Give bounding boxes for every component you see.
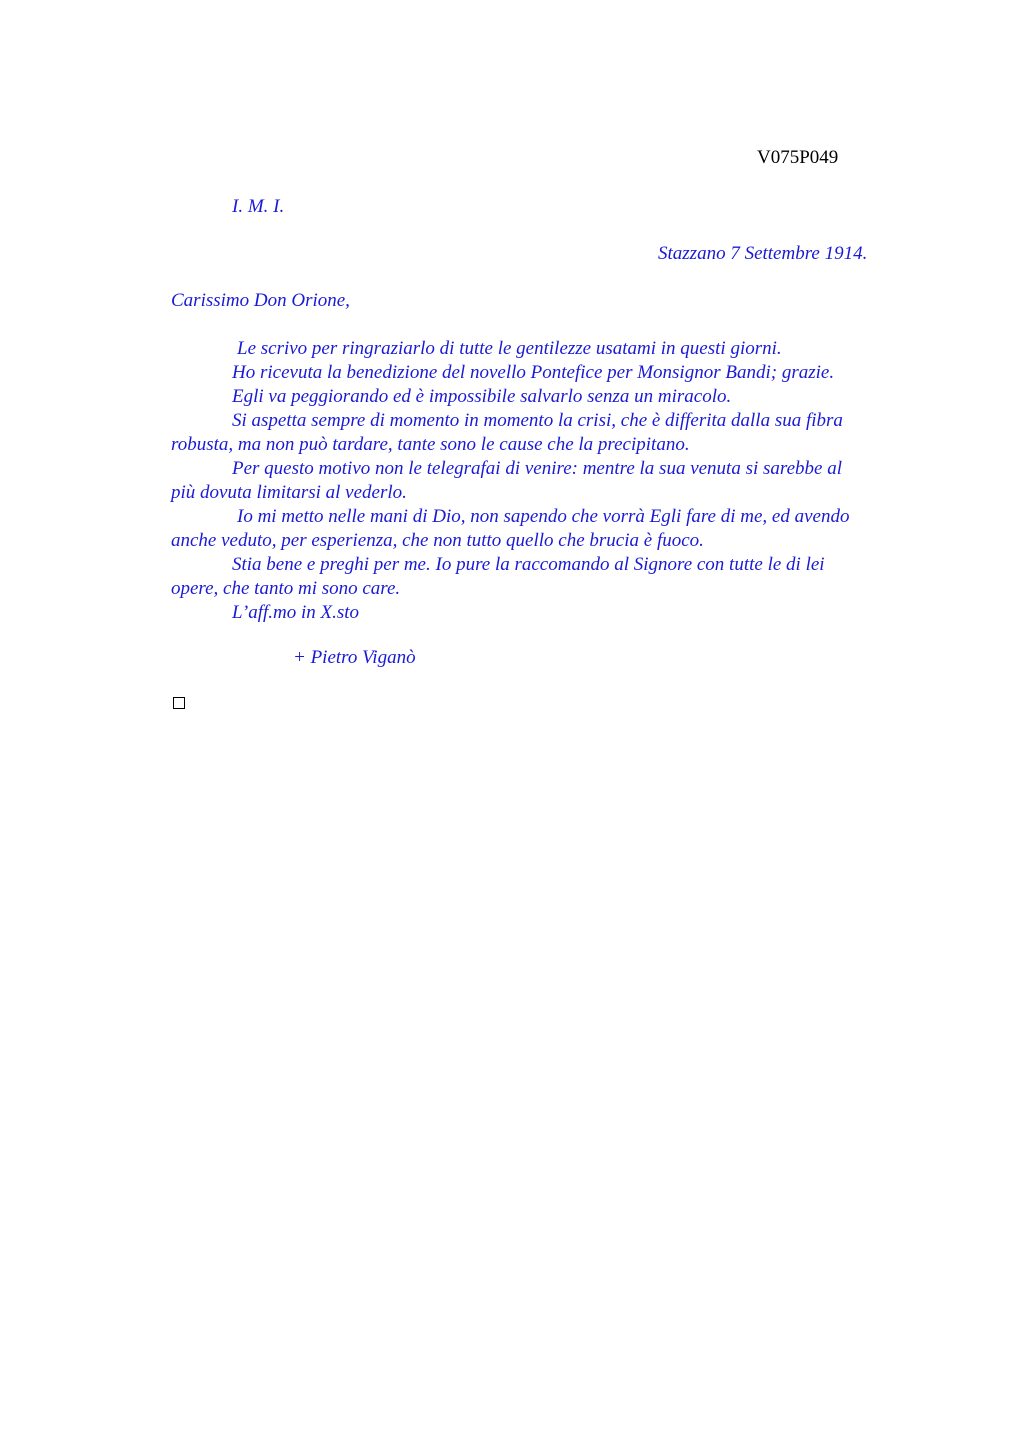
- body-line: Io mi metto nelle mani di Dio, non sapendo che vorrà Egli fare di me, ed avendo: [237, 506, 850, 527]
- body-line: Ho ricevuta la benedizione del novello Pontefice per Monsignor Bandi; grazie.: [232, 362, 835, 383]
- body-line: robusta, ma non può tardare, tante sono le cause che la precipitano.: [171, 434, 690, 455]
- body-line: Si aspetta sempre di momento in momento la crisi, che è differita dalla sua fibra: [232, 410, 843, 431]
- closing-line: L’aff.mo in X.sto: [232, 602, 360, 623]
- body-line: Stia bene e preghi per me. Io pure la raccomando al Signore con tutte le di lei: [232, 554, 825, 575]
- body-line: più dovuta limitarsi al vederlo.: [171, 482, 407, 503]
- body-line: Egli va peggiorando ed è impossibile salvarlo senza un miracolo.: [232, 386, 732, 407]
- letter-body: [171, 337, 907, 625]
- letter-salutation: Carissimo Don Orione,: [171, 290, 350, 311]
- empty-box-icon: [173, 697, 185, 709]
- letter-signature: + Pietro Viganò: [293, 647, 416, 668]
- letter-date: Stazzano 7 Settembre 1914.: [658, 243, 868, 264]
- body-line: anche veduto, per esperienza, che non tutto quello che brucia è fuoco.: [171, 530, 704, 551]
- body-line: Per questo motivo non le telegrafai di venire: mentre la sua venuta si sarebbe al: [232, 458, 842, 479]
- document-reference-code: V075P049: [757, 147, 839, 168]
- body-line: opere, che tanto mi sono care.: [171, 578, 401, 599]
- letter-heading: I. M. I.: [232, 196, 285, 217]
- body-line: Le scrivo per ringraziarlo di tutte le gentilezze usatami in questi giorni.: [237, 338, 782, 359]
